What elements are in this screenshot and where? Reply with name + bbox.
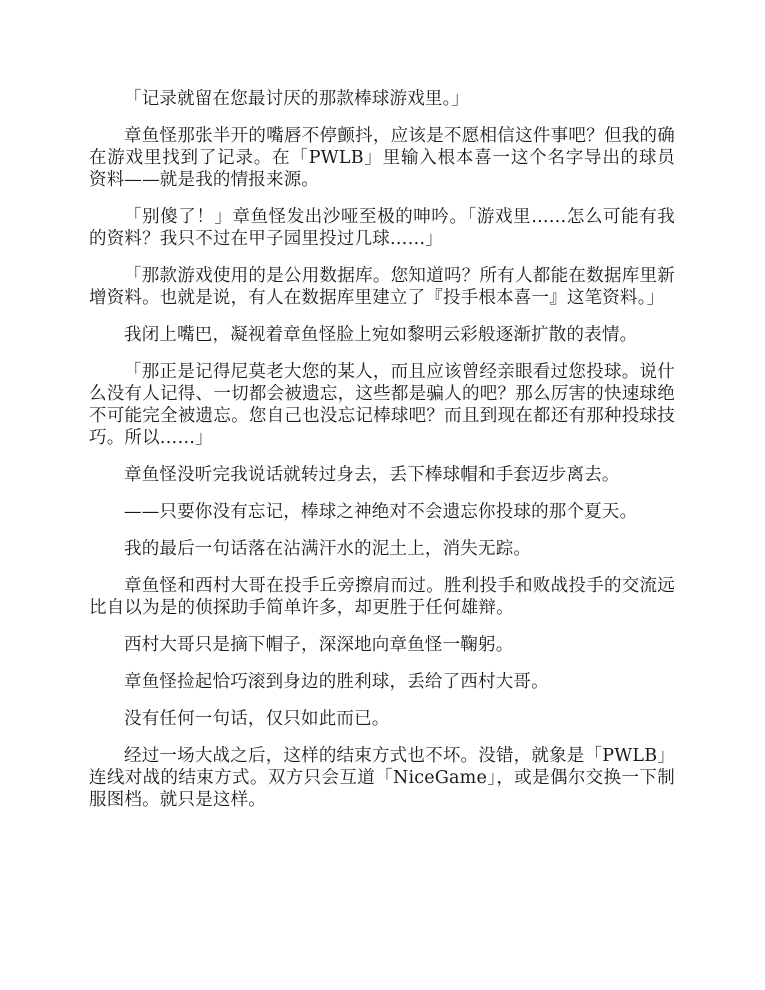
- paragraph: 「别傻了！」章鱼怪发出沙哑至极的呻吟。「游戏里……怎么可能有我的资料？我只不过在甲子园里投过几球……」: [89, 207, 675, 249]
- paragraph: 「那正是记得尼莫老大您的某人，而且应该曾经亲眼看过您投球。说什么没有人记得、一切都会被遗忘，这些都是骗人的吧？那么厉害的快速球绝不可能完全被遗忘。您自己也没忘记棒球吧？而且到现在都还有那种投球技巧。所以……」: [89, 362, 675, 448]
- paragraph: 西村大哥只是摘下帽子，深深地向章鱼怪一鞠躬。: [124, 635, 514, 655]
- paragraph: ——只要你没有忘记，棒球之神绝对不会遗忘你投球的那个夏天。: [124, 502, 638, 522]
- paragraph: 章鱼怪那张半开的嘴唇不停颤抖，应该是不愿相信这件事吧？但我的确在游戏里找到了记录。在「PWLB」里输入根本喜一这个名字导出的球员资料——就是我的情报来源。: [89, 126, 675, 190]
- paragraph: 我闭上嘴巴，凝视着章鱼怪脸上宛如黎明云彩般逐渐扩散的表情。: [124, 325, 638, 345]
- document-body: [89, 88, 675, 826]
- paragraph: 经过一场大战之后，这样的结束方式也不坏。没错，就象是「PWLB」连线对战的结束方式。双方只会互道「NiceGame」，或是偶尔交换一下制服图档。就只是这样。: [89, 746, 675, 810]
- paragraph: 我的最后一句话落在沾满汗水的泥土上，消失无踪。: [124, 539, 532, 559]
- paragraph: 没有任何一句话，仅只如此而已。: [124, 709, 390, 729]
- paragraph: 章鱼怪和西村大哥在投手丘旁擦肩而过。胜利投手和败战投手的交流远比自以为是的侦探助手简单许多，却更胜于任何雄辩。: [89, 576, 675, 618]
- paragraph: 章鱼怪捡起恰巧滚到身边的胜利球，丢给了西村大哥。: [124, 672, 549, 692]
- paragraph: 「那款游戏使用的是公用数据库。您知道吗？所有人都能在数据库里新增资料。也就是说，有人在数据库里建立了『投手根本喜一』这笔资料。」: [89, 266, 675, 308]
- paragraph: 章鱼怪没听完我说话就转过身去，丢下棒球帽和手套迈步离去。: [124, 465, 620, 485]
- paragraph: 「记录就留在您最讨厌的那款棒球游戏里。」: [124, 89, 470, 109]
